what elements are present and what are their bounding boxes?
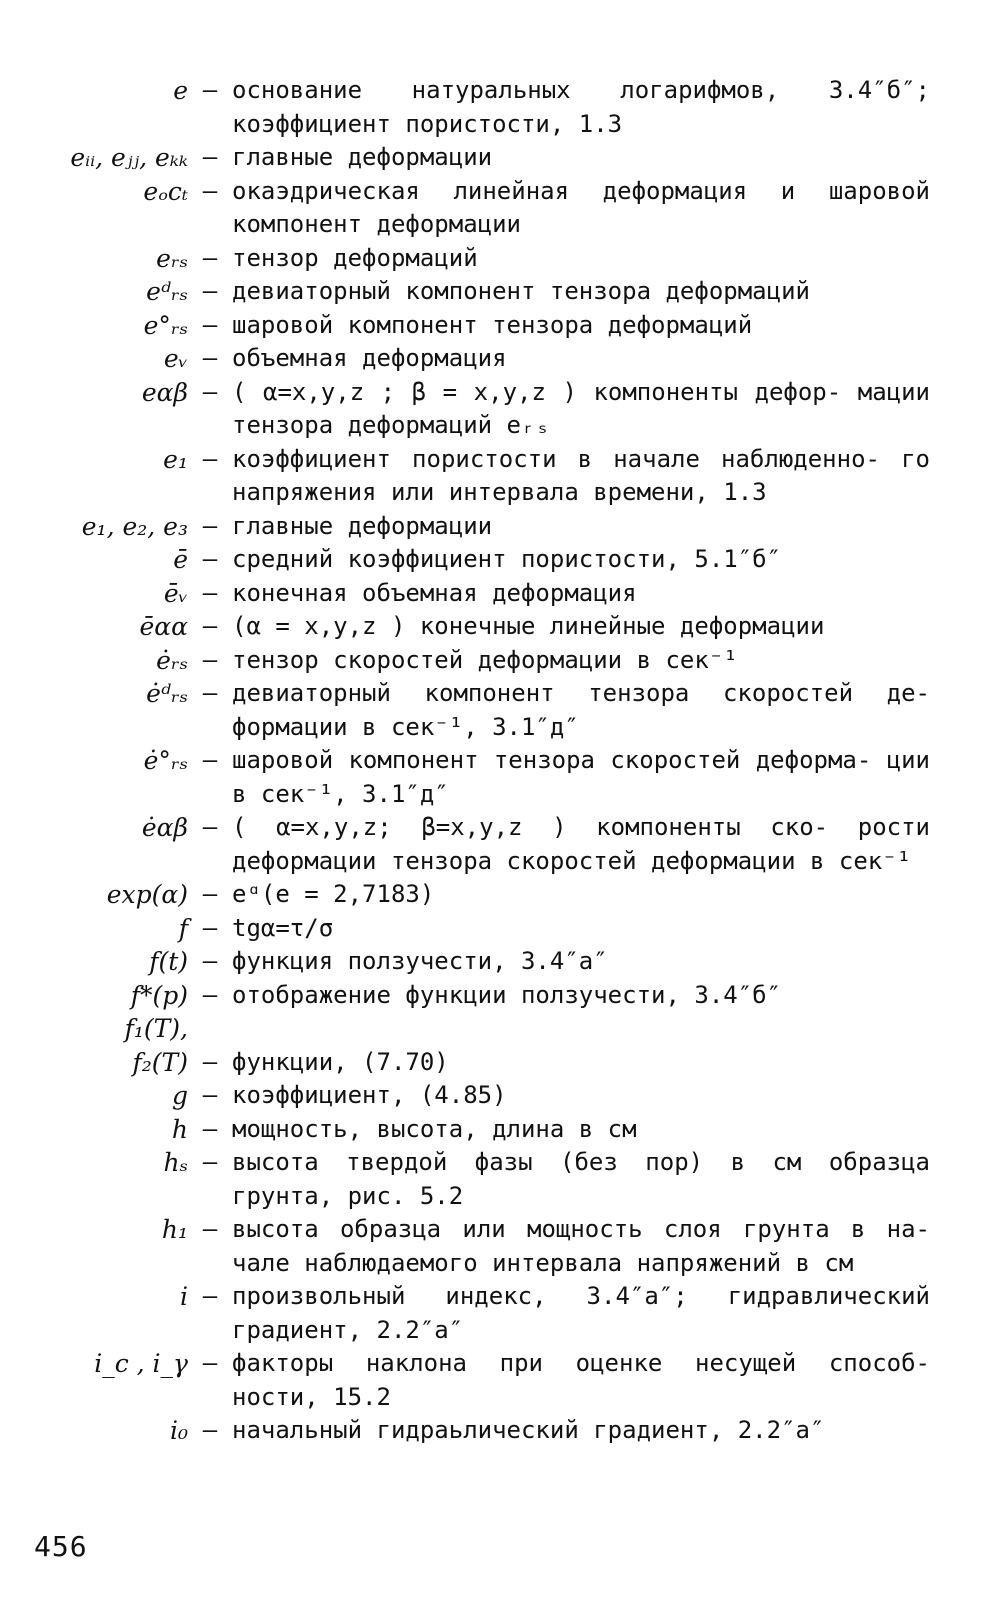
entry-symbol: eₒcₜ <box>143 176 188 206</box>
entry-description: функции, (7.70) <box>232 1047 449 1076</box>
entry-description: ( α=x,y,z ; β = x,y,z ) компоненты дефор- мации тензора деформаций eᵣₛ <box>232 377 930 439</box>
entry-dash: – <box>202 545 218 573</box>
entry-symbol: ēαα <box>139 612 188 641</box>
entry-description: высота образца или мощность слоя грунта в на- чале наблюдаемого интервала напряжений в см <box>232 1215 930 1277</box>
entry-symbol: ėᵣₛ <box>156 645 188 675</box>
entry-description: девиаторный компонент тензора скоростей де- формации в сек⁻¹, 3.1″д″ <box>232 679 930 741</box>
entry-dash: – <box>202 578 218 607</box>
entry-description: тензор скоростей деформации в сек⁻¹ <box>232 645 738 674</box>
list-item <box>0 141 993 175</box>
entry-symbol: h <box>171 1114 188 1144</box>
notation-list <box>0 74 993 1448</box>
entry-description: конечная объемная деформация <box>232 578 637 607</box>
entry-dash: – <box>202 310 218 339</box>
entry-symbol: exp(α) <box>106 880 188 909</box>
entry-symbol: f <box>178 913 188 943</box>
entry-symbol: eᵈᵣₛ <box>146 277 188 306</box>
list-item <box>0 577 993 611</box>
list-item <box>0 74 993 141</box>
list-item <box>0 1012 993 1046</box>
list-item <box>0 443 993 510</box>
entry-description: произвольный индекс, 3.4″а″; гидравлический градиент, 2.2″а″ <box>232 1282 930 1344</box>
entry-symbol: g <box>171 1081 188 1110</box>
entry-dash: – <box>202 645 218 674</box>
entry-symbol: eαβ <box>141 377 188 407</box>
entry-symbol: e°ᵣₛ <box>143 310 188 340</box>
entry-symbol: e₁ <box>163 444 188 474</box>
entry-description: eᵅ(e = 2,7183) <box>232 880 435 908</box>
entry-description: коэффициент пористости в начале наблюденно- го напряжения или интервала времени, 1.3 <box>232 444 930 506</box>
list-item <box>0 677 993 744</box>
entry-dash: – <box>202 1148 218 1176</box>
entry-dash: – <box>202 1416 218 1444</box>
list-item <box>0 242 993 276</box>
entry-symbol: ėαβ <box>141 813 188 842</box>
list-item <box>0 275 993 309</box>
entry-symbol: e₁, e₂, e₃ <box>81 511 188 541</box>
entry-symbol: eᵢᵢ, eⱼⱼ, eₖₖ <box>70 143 188 172</box>
entry-symbol: h₁ <box>161 1215 188 1244</box>
entry-description: средний коэффициент пористости, 5.1″б″ <box>232 545 782 573</box>
entry-description: шаровой компонент тензора деформаций <box>232 310 753 339</box>
entry-dash: – <box>202 679 218 707</box>
entry-symbol: f(t) <box>149 947 188 976</box>
entry-dash: – <box>202 947 218 975</box>
list-item <box>0 878 993 912</box>
entry-symbol: i <box>180 1282 188 1311</box>
list-item <box>0 1079 993 1113</box>
list-item <box>0 811 993 878</box>
entry-description: объемная деформация <box>232 344 507 372</box>
list-item <box>0 175 993 242</box>
entry-symbol: ēᵥ <box>163 578 188 608</box>
entry-description: главные деформации <box>232 511 493 540</box>
entry-symbol: e <box>173 76 188 105</box>
list-item <box>0 744 993 811</box>
entry-description: шаровой компонент тензора скоростей деформа- ции в сек⁻¹, 3.1″д″ <box>232 746 930 808</box>
list-item <box>0 610 993 644</box>
list-item <box>0 342 993 376</box>
entry-dash: – <box>202 444 218 473</box>
entry-dash: – <box>202 344 218 372</box>
entry-dash: – <box>202 746 218 774</box>
list-item <box>0 1046 993 1080</box>
entry-description: главные деформации <box>232 143 493 171</box>
entry-dash: – <box>202 1114 218 1143</box>
entry-dash: – <box>202 1215 218 1243</box>
entry-dash: – <box>202 377 218 406</box>
entry-description: функция ползучести, 3.4″а″ <box>232 947 608 975</box>
entry-dash: – <box>202 913 218 942</box>
list-item <box>0 1280 993 1347</box>
entry-description: высота твердой фазы (без пор) в см образца грунта, рис. 5.2 <box>232 1148 930 1210</box>
list-item <box>0 1213 993 1280</box>
entry-description: ( α=x,y,z; β=x,y,z ) компоненты ско- рости деформации тензора скоростей деформации в сек⁻¹ <box>232 813 930 875</box>
entry-symbol: i₀ <box>169 1416 188 1445</box>
entry-dash: – <box>202 277 218 305</box>
list-item <box>0 309 993 343</box>
entry-description: начальный гидраьлический градиент, 2.2″а″ <box>232 1416 825 1444</box>
entry-description: окаэдрическая линейная деформация и шаровой компонент деформации <box>232 176 930 238</box>
entry-symbol: f₁(T), <box>124 1014 188 1043</box>
page-number: 456 <box>34 1530 88 1563</box>
entry-dash: – <box>202 612 218 640</box>
entry-dash: – <box>202 880 218 908</box>
entry-dash: – <box>202 813 218 841</box>
list-item <box>0 510 993 544</box>
entry-dash: – <box>202 1282 218 1310</box>
list-item <box>0 1347 993 1414</box>
entry-symbol: eᵥ <box>163 344 188 373</box>
entry-symbol: f*(p) <box>130 980 188 1010</box>
list-item <box>0 945 993 979</box>
entry-dash: – <box>202 1047 218 1076</box>
entry-dash: – <box>202 1081 218 1109</box>
list-item <box>0 1113 993 1147</box>
entry-description: девиаторный компонент тензора деформаций <box>232 277 810 305</box>
entry-description: tgα=τ/σ <box>232 913 334 942</box>
entry-symbol: i_c , i_γ <box>94 1349 188 1378</box>
entry-description: тензор деформаций <box>232 243 478 272</box>
entry-symbol: ē <box>173 545 188 574</box>
entry-description: отображение функции ползучести, 3.4″б″ <box>232 980 782 1009</box>
entry-dash: – <box>202 511 218 540</box>
entry-dash: – <box>202 176 218 205</box>
entry-dash: – <box>202 143 218 171</box>
list-item <box>0 912 993 946</box>
entry-description: факторы наклона при оценке несущей способ- ности, 15.2 <box>232 1349 930 1411</box>
entry-dash: – <box>202 980 218 1009</box>
entry-description: коэффициент, (4.85) <box>232 1081 507 1109</box>
list-item <box>0 1414 993 1448</box>
entry-dash: – <box>202 1349 218 1377</box>
list-item <box>0 376 993 443</box>
list-item <box>0 644 993 678</box>
entry-symbol: hₛ <box>163 1148 188 1177</box>
entry-description: основание натуральных логарифмов, 3.4″б″; коэффициент пористости, 1.3 <box>232 76 930 138</box>
entry-symbol: eᵣₛ <box>156 243 188 273</box>
entry-description: мощность, высота, длина в см <box>232 1114 637 1143</box>
list-item <box>0 1146 993 1213</box>
entry-dash: – <box>202 243 218 272</box>
entry-dash: – <box>202 76 218 104</box>
entry-symbol: ėᵈᵣₛ <box>146 679 188 708</box>
entry-symbol: f₂(T) <box>132 1047 188 1077</box>
list-item <box>0 543 993 577</box>
entry-description: (α = x,y,z ) конечные линейные деформации <box>232 612 825 640</box>
entry-symbol: ė°ᵣₛ <box>143 746 188 775</box>
list-item <box>0 979 993 1013</box>
